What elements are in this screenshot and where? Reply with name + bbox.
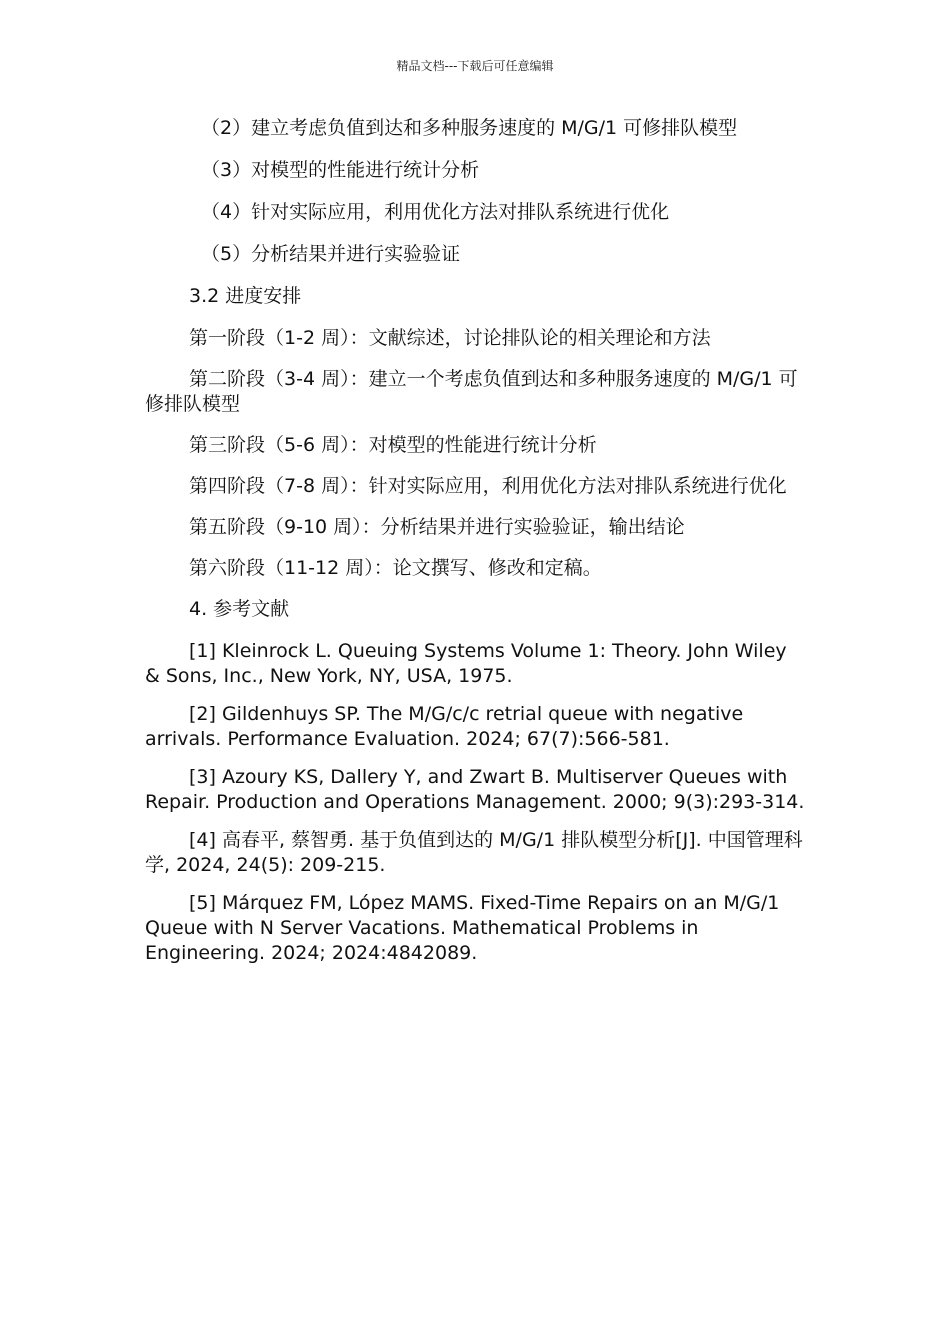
reference-4: [4] 高春平, 蔡智勇. 基于负值到达的 M/G/1 排队模型分析[J]. 中国管理科学, 2024, 24(5): 209-215.	[145, 829, 803, 876]
phase-2: 第二阶段（3-4 周）：建立一个考虑负值到达和多种服务速度的 M/G/1 可修排队模型	[145, 368, 798, 415]
reference-3: [3] Azoury KS, Dallery Y, and Zwart B. Multiserver Queues with Repair. Production and Operations Management. 2000; 9(3):293-314.	[145, 766, 805, 813]
list-item-3: （3）对模型的性能进行统计分析	[201, 159, 480, 181]
document-body	[145, 116, 805, 979]
reference-1: [1] Kleinrock L. Queuing Systems Volume 1: Theory. John Wiley & Sons, Inc., New York, NY, USA, 1975.	[145, 640, 787, 687]
phase-5: 第五阶段（9-10 周）：分析结果并进行实验验证，输出结论	[189, 516, 685, 538]
phase-4: 第四阶段（7-8 周）：针对实际应用，利用优化方法对排队系统进行优化	[189, 475, 787, 497]
section-heading-references: 4. 参考文献	[189, 598, 290, 620]
list-item-5: （5）分析结果并进行实验验证	[201, 243, 461, 265]
phase-3: 第三阶段（5-6 周）：对模型的性能进行统计分析	[189, 434, 597, 456]
section-heading-schedule: 3.2 进度安排	[189, 285, 302, 307]
reference-2: [2] Gildenhuys SP. The M/G/c/c retrial queue with negative arrivals. Performance Evaluation. 2024; 67(7):566-581.	[145, 703, 744, 750]
phase-6: 第六阶段（11-12 周）：论文撰写、修改和定稿。	[189, 557, 602, 579]
reference-5: [5] Márquez FM, López MAMS. Fixed-Time Repairs on an M/G/1 Queue with N Server Vacations. Mathematical Problems in Engineering. 2024; 2024:4842089.	[145, 892, 780, 964]
phase-1: 第一阶段（1-2 周）：文献综述，讨论排队论的相关理论和方法	[189, 327, 711, 349]
page-header: 精品文档---下载后可任意编辑	[396, 59, 554, 73]
list-item-4: （4）针对实际应用，利用优化方法对排队系统进行优化	[201, 201, 670, 223]
list-item-2: （2）建立考虑负值到达和多种服务速度的 M/G/1 可修排队模型	[201, 117, 738, 139]
